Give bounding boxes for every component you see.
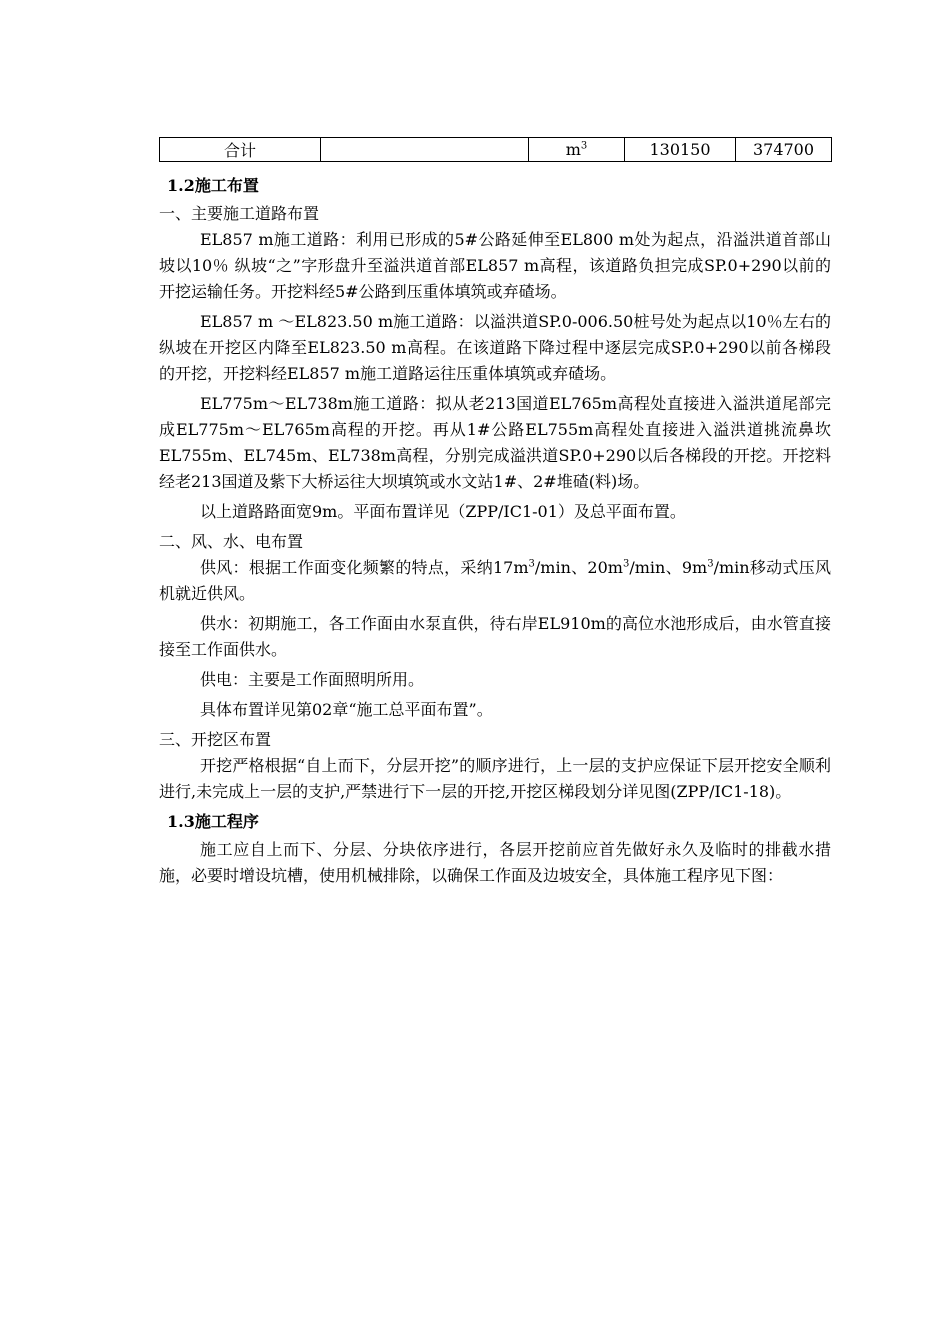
table-row: [160, 138, 832, 162]
paragraph-procedure: 施工应自上而下、分层、分块依序进行，各层开挖前应首先做好永久及临时的排截水措施，必要时增设坑槽，使用机械排除，以确保工作面及边坡安全，具体施工程序见下图：: [159, 840, 831, 885]
summary-table: [159, 137, 832, 162]
paragraph-road-1: EL857 m施工道路：利用已形成的5#公路延伸至EL800 m处为起点，沿溢洪道首部山坡以10％ 纵坡“之”字形盘升至溢洪道首部EL857 m高程，该道路负担完成SP.0+290以前的开挖运输任务。开挖料经5#公路到压重体填筑或弃碴场。: [159, 230, 831, 301]
paragraph-road-width: 以上道路路面宽9m。平面布置详见（ZPP/IC1-01）及总平面布置。: [200, 502, 686, 521]
unit-cell: $m^3$: [529, 138, 625, 162]
subsection-heading-utilities: 二、风、水、电布置: [159, 532, 304, 551]
document-body: [159, 170, 831, 893]
subsection-heading-excavation: 三、开挖区布置: [159, 730, 272, 749]
blank-cell: [321, 138, 529, 162]
total-label-cell: 合计: [160, 138, 321, 162]
paragraph-air-supply: 供风：根据工作面变化频繁的特点，采纳$17m^3/\min$、$20m^3/\min$、$9m^3/\min$移动式压风机就近供风。: [159, 558, 831, 603]
value-cell-2: 374700: [736, 138, 832, 162]
paragraph-excavation: 开挖严格根据“自上而下，分层开挖”的顺序进行，上一层的支护应保证下层开挖安全顺利进行,未完成上一层的支护,严禁进行下一层的开挖,开挖区梯段划分详见图(ZPP/IC1-18)。: [159, 756, 831, 801]
section-heading-1-3: 1.3施工程序: [167, 812, 259, 831]
value-cell-1: 130150: [625, 138, 736, 162]
paragraph-power-supply: 供电：主要是工作面照明所用。: [200, 670, 425, 689]
paragraph-water-supply: 供水：初期施工，各工作面由水泵直供，待右岸EL910m的高位水池形成后，由水管直接接至工作面供水。: [159, 614, 831, 659]
section-heading-1-2: 1.2施工布置: [167, 176, 259, 195]
paragraph-road-3: EL775m～EL738m施工道路：拟从老213国道EL765m高程处直接进入溢洪道尾部完成EL775m～EL765m高程的开挖。再从1#公路EL755m高程处直接进入溢洪道挑流鼻坎EL755m、EL745m、EL738m高程，分别完成溢洪道SP.0+290以后各梯段的开挖。开挖料经老213国道及紫下大桥运往大坝填筑或水文站1#、2#堆碴(料)场。: [159, 394, 831, 491]
paragraph-road-2: EL857 m ～EL823.50 m施工道路：以溢洪道SP.0-006.50桩号处为起点以10％左右的纵坡在开挖区内降至EL823.50 m高程。在该道路下降过程中逐层完成SP.0+290以前各梯段的开挖，开挖料经EL857 m施工道路运往压重体填筑或弃碴场。: [159, 312, 831, 383]
subsection-heading-roads: 一、主要施工道路布置: [159, 204, 320, 223]
paragraph-layout-reference: 具体布置详见第02章“施工总平面布置”。: [200, 700, 493, 719]
